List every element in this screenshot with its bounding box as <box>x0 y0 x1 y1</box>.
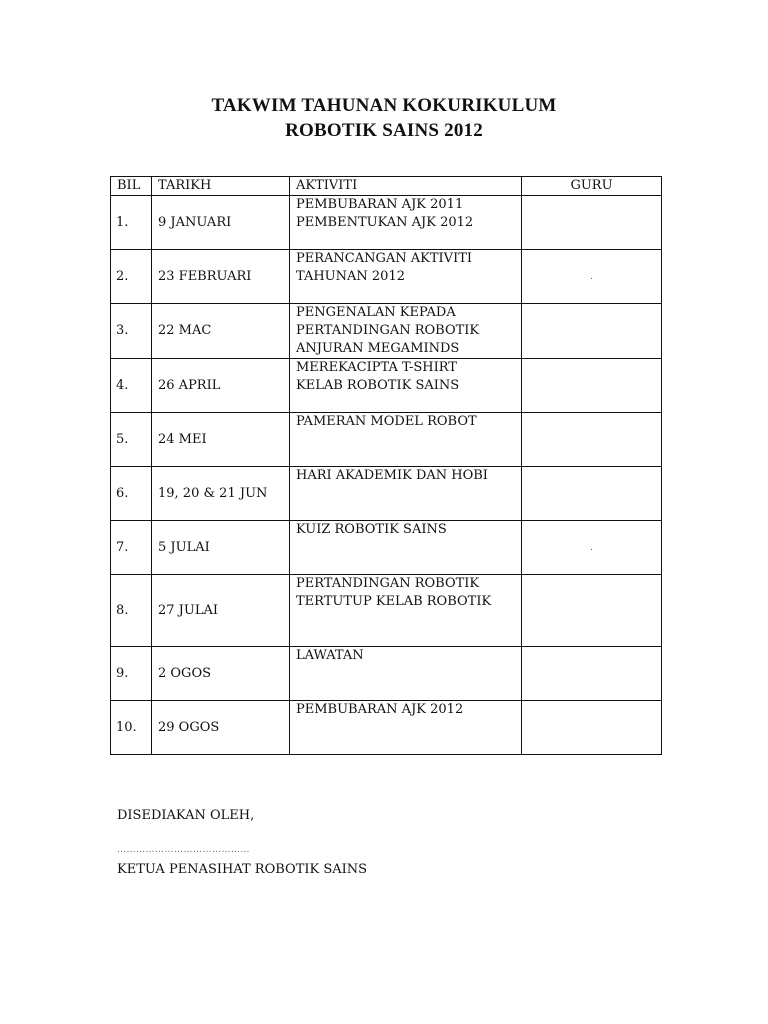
header-bil: BIL <box>111 177 152 196</box>
cell-guru: . <box>522 250 662 304</box>
cell-guru: . <box>522 521 662 575</box>
signer-role: KETUA PENASIHAT ROBOTIK SAINS <box>117 862 368 877</box>
cell-tarikh: 27 JULAI <box>152 575 290 647</box>
cell-guru <box>522 304 662 359</box>
table-row <box>111 647 662 701</box>
table-header-row <box>111 177 662 196</box>
cell-bil: 4. <box>111 359 152 413</box>
cell-aktiviti: PAMERAN MODEL ROBOT <box>290 413 522 467</box>
table-row <box>111 413 662 467</box>
document-title: TAKWIM TAHUNAN KOKURIKULUM <box>211 95 557 116</box>
cell-bil: 3. <box>111 304 152 359</box>
cell-tarikh: 29 OGOS <box>152 701 290 755</box>
cell-tarikh: 5 JULAI <box>152 521 290 575</box>
cell-bil: 10. <box>111 701 152 755</box>
cell-tarikh: 19, 20 & 21 JUN <box>152 467 290 521</box>
table-row <box>111 467 662 521</box>
cell-tarikh: 26 APRIL <box>152 359 290 413</box>
header-aktiviti: AKTIVITI <box>290 177 522 196</box>
header-guru: GURU <box>522 177 662 196</box>
table-row <box>111 250 662 304</box>
cell-bil: 6. <box>111 467 152 521</box>
schedule-table <box>110 176 662 755</box>
cell-tarikh: 23 FEBRUARI <box>152 250 290 304</box>
table-row <box>111 359 662 413</box>
cell-guru <box>522 196 662 250</box>
table-row <box>111 196 662 250</box>
cell-aktiviti: MEREKACIPTA T-SHIRT KELAB ROBOTIK SAINS <box>290 359 522 413</box>
cell-bil: 5. <box>111 413 152 467</box>
document-subtitle: ROBOTIK SAINS 2012 <box>285 120 483 141</box>
cell-aktiviti: PERANCANGAN AKTIVITI TAHUNAN 2012 <box>290 250 522 304</box>
cell-bil: 9. <box>111 647 152 701</box>
cell-guru <box>522 467 662 521</box>
table-row <box>111 575 662 647</box>
cell-aktiviti: HARI AKADEMIK DAN HOBI <box>290 467 522 521</box>
table-row <box>111 521 662 575</box>
cell-bil: 7. <box>111 521 152 575</box>
cell-aktiviti: LAWATAN <box>290 647 522 701</box>
cell-guru <box>522 359 662 413</box>
cell-tarikh: 24 MEI <box>152 413 290 467</box>
cell-tarikh: 2 OGOS <box>152 647 290 701</box>
cell-aktiviti: PENGENALAN KEPADA PERTANDINGAN ROBOTIK ANJURAN MEGAMINDS <box>290 304 522 359</box>
cell-bil: 8. <box>111 575 152 647</box>
cell-tarikh: 9 JANUARI <box>152 196 290 250</box>
prepared-by-label: DISEDIAKAN OLEH, <box>117 808 255 823</box>
cell-guru <box>522 575 662 647</box>
table-row <box>111 304 662 359</box>
cell-tarikh: 22 MAC <box>152 304 290 359</box>
cell-guru <box>522 647 662 701</box>
cell-bil: 1. <box>111 196 152 250</box>
cell-aktiviti: PEMBUBARAN AJK 2012 <box>290 701 522 755</box>
cell-aktiviti: PERTANDINGAN ROBOTIK TERTUTUP KELAB ROBOTIK <box>290 575 522 647</box>
cell-guru <box>522 413 662 467</box>
cell-aktiviti: KUIZ ROBOTIK SAINS <box>290 521 522 575</box>
cell-guru <box>522 701 662 755</box>
cell-aktiviti: PEMBUBARAN AJK 2011 PEMBENTUKAN AJK 2012 <box>290 196 522 250</box>
cell-bil: 2. <box>111 250 152 304</box>
signature-line: …………………………………… <box>117 845 250 855</box>
table-row <box>111 701 662 755</box>
header-tarikh: TARIKH <box>152 177 290 196</box>
